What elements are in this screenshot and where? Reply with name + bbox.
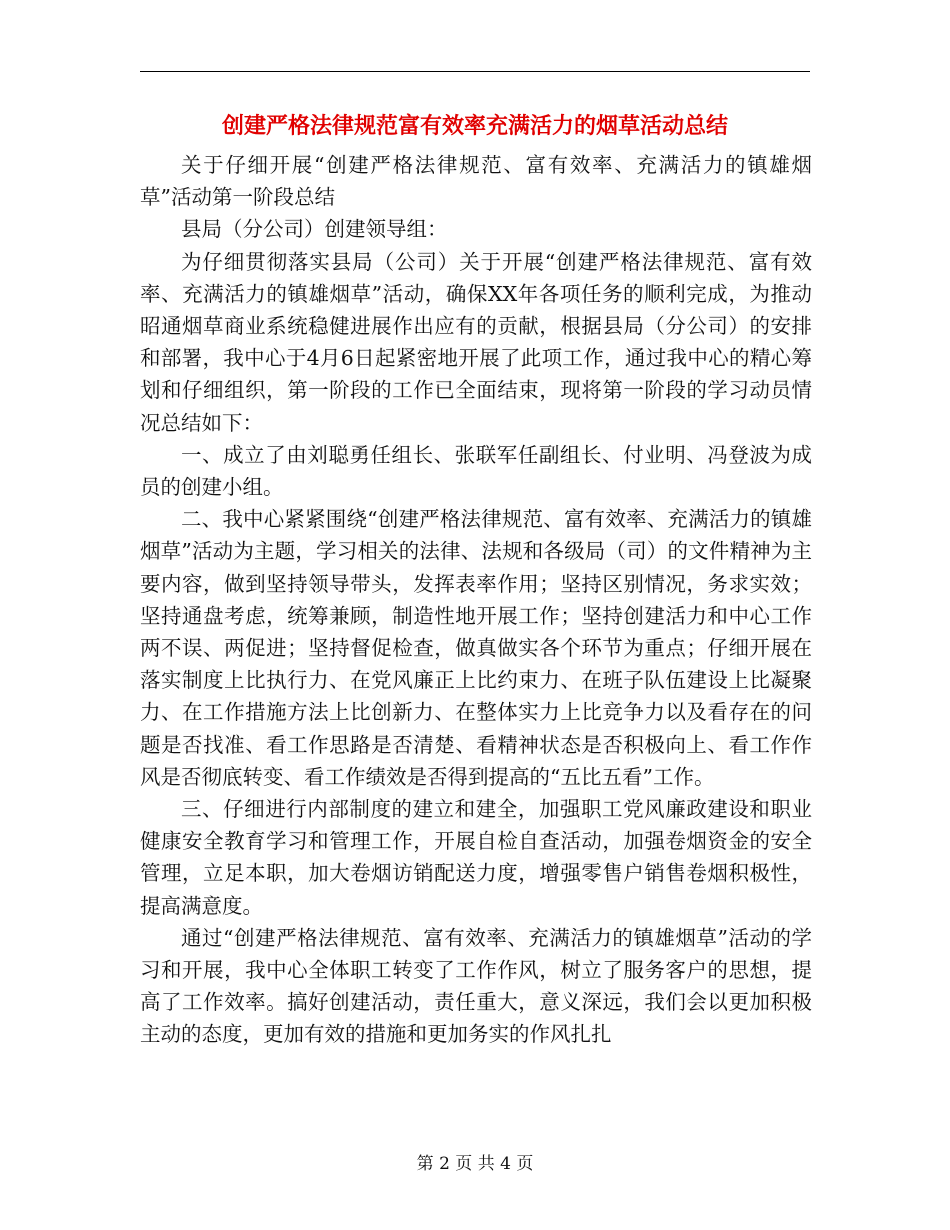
document-body: [140, 149, 812, 1051]
document-title: 创建严格法律规范富有效率充满活力的烟草活动总结: [221, 113, 728, 139]
paragraph-item-3: 三、仔细进行内部制度的建立和建全，加强职工党风廉政建设和职业健康安全教育学习和管理工作，开展自检自查活动，加强卷烟资金的安全管理，立足本职，加大卷烟访销配送力度，增强零售户销售卷烟积极性，提高满意度。: [140, 797, 812, 918]
paragraph-heading-subject: 关于仔细开展“创建严格法律规范、富有效率、充满活力的镇雄烟草”活动第一阶段总结: [140, 153, 812, 210]
page-number: 第 2 页 共 4 页: [416, 1154, 534, 1174]
paragraph-conclusion: 通过“创建严格法律规范、富有效率、充满活力的镇雄烟草”活动的学习和开展，我中心全体职工转变了工作作风，树立了服务客户的思想，提高了工作效率。搞好创建活动，责任重大，意义深远，我们会以更加积极主动的态度，更加有效的措施和更加务实的作风扎扎: [140, 925, 812, 1047]
header-rule: [140, 71, 810, 72]
paragraph-item-2: 二、我中心紧紧围绕“创建严格法律规范、富有效率、充满活力的镇雄烟草”活动为主题，学习相关的法律、法规和各级局（司）的文件精神为主要内容，做到坚持领导带头，发挥表率作用；坚持区别情况，务求实效；坚持通盘考虑，统筹兼顾，制造性地开展工作；坚持创建活力和中心工作两不误、两促进；坚持督促检查，做真做实各个环节为重点；仔细开展在落实制度上比执行力、在党风廉正上比约束力、在班子队伍建设上比凝聚力、在工作措施方法上比创新力、在整体实力上比竞争力以及看存在的问题是否找准、看工作思路是否清楚、看精神状态是否积极向上、看工作作风是否彻底转变、看工作绩效是否得到提高的“五比五看”工作。: [140, 507, 812, 789]
paragraph-intro: 为仔细贯彻落实县局（公司）关于开展“创建严格法律规范、富有效率、充满活力的镇雄烟草”活动，确保XX年各项任务的顺利完成，为推动昭通烟草商业系统稳健进展作出应有的贡献，根据县局（分公司）的安排和部署，我中心于4月6日起紧密地开展了此项工作，通过我中心的精心筹划和仔细组织，第一阶段的工作已全面结束，现将第一阶段的学习动员情况总结如下：: [140, 249, 812, 435]
paragraph-item-1: 一、成立了由刘聪勇任组长、张联军任副组长、付业明、冯登波为成员的创建小组。: [140, 442, 812, 500]
paragraph-salutation: 县局（分公司）创建领导组：: [181, 217, 448, 242]
